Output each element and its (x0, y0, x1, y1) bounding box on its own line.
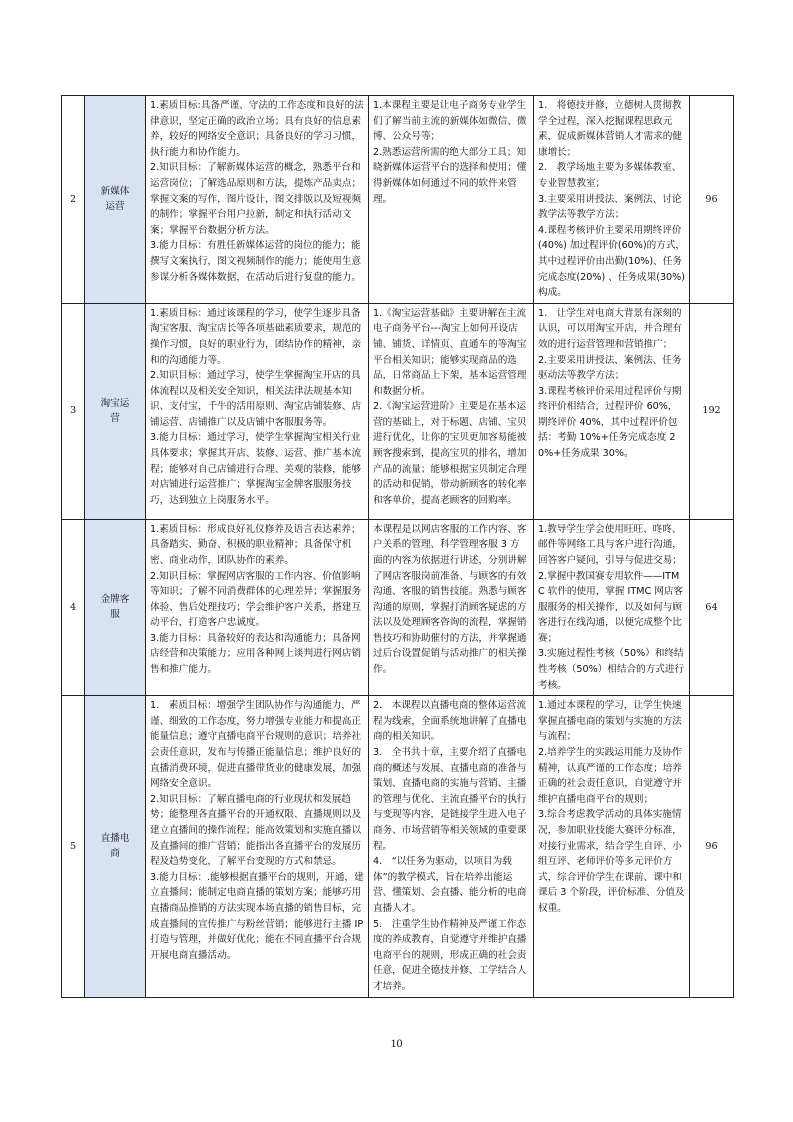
course-number: 5 (62, 696, 85, 997)
course-content (369, 696, 534, 997)
course-name: 淘宝运营 (85, 303, 146, 519)
course-goals-paragraph: 3.能力目标：有胜任新媒体运营的岗位的能力；能撰写文案执行，图文视频制作的能力；能使用生意参谋分析各媒体数据，在活动后进行复盘的能力。 (150, 240, 362, 283)
course-goals-paragraph: 1. 素质目标：增强学生团队协作与沟通能力，严谨、细致的工作态度，努力增强专业能力和提高正能量信息；遵守直播电商平台规则的意识；培养社会责任意识，发布与传播正能量信息；维护良好的直播消费环境，促进直播带货业的健康发展，加强网络安全意识。 (150, 700, 362, 790)
course-goals-paragraph: 3.能力目标：.能够根据直播平台的规则，开通，建立直播间；能制定电商直播的策划方案；能够巧用直播商品推销的方法实现本场直播的销售目标，完成直播间的宣传推广与粉丝营销；能够进行主播 IP 打造与管理，并做好优化；能在不同直播平台合规开展电商直播活动。 (150, 871, 364, 961)
course-row (62, 96, 734, 304)
teaching-requirements-paragraph: 4.课程考核评价主要采用期终评价(40%) 加过程评价(60%)的方式，其中过程评价由出勤(10%)、任务完成态度(20%) 、任务成果(30%)构成。 (538, 224, 686, 299)
course-content-paragraph: 2.熟悉运营所需的绝大部分工具；知晓新媒体运营平台的选择和使用；懂得新媒体如何通过不同的软件来管理。 (373, 146, 527, 205)
course-name: 直播电商 (85, 696, 146, 997)
course-content (369, 303, 534, 519)
teaching-requirements-paragraph: 1. 将德技并修，立德树人贯彻教学全过程，深入挖掘课程思政元素，促成新媒体营销人才需求的健康增长； (538, 100, 682, 158)
course-goals-paragraph: 3.能力目标：通过学习，使学生掌握淘宝相关行业具体要求；掌握其开店、装修、运营、推广基本流程；能够对自己店铺进行合理、美观的装修，能够对店铺进行运营推广；掌握淘宝金牌客服服务技巧，达到独立上岗服务水平。 (150, 432, 362, 506)
course-name: 新媒体运营 (85, 96, 146, 304)
course-hours: 96 (690, 696, 734, 997)
teaching-requirements (534, 696, 690, 997)
course-goals-paragraph: 2.知识目标：通过学习，使学生掌握淘宝开店的具体流程以及相关安全知识，相关法律法规基本知识、支付宝，千牛的活用原则、淘宝店铺装修、店铺运营、店铺推广以及店铺中客服服务等。 (150, 370, 362, 428)
course-content-paragraph: 本课程是以网店客服的工作内容、客户关系的管理、科学管理客服 3 方面的内容为依据进行讲述，分别讲解了网店客服岗前准备、与顾客的有效沟通、客服的销售技能。熟悉与顾客沟通的原则，掌握打消顾客疑虑的方法以及处理顾客咨询的流程，掌握销售技巧和协助催付的方法，并掌握通过后台设置促销与活动推广的相关操作。 (373, 523, 527, 676)
course-goals (146, 519, 369, 696)
course-hours: 64 (690, 519, 734, 696)
course-row (62, 519, 734, 696)
teaching-requirements-paragraph: 2.培养学生的实践运用能力及协作精神，认真严谨的工作态度；培养正确的社会责任意识，自觉遵守并维护直播电商平台的规则； (538, 747, 682, 805)
teaching-requirements (534, 96, 690, 304)
teaching-requirements-paragraph: 3.实施过程性考核（50%）和终结性考核（50%）相结合的方式进行考核。 (538, 648, 685, 691)
course-content-paragraph: 2.《淘宝运营进阶》主要是在基本运营的基础上，对于标题、店铺、宝贝进行优化，让你的宝贝更加容易能被顾客搜索到，提高宝贝的排名，增加产品的流量；能够根据宝贝制定合理的活动和促销，带动新顾客的转化率和客单价，提高老顾客的回购率。 (373, 401, 527, 506)
teaching-requirements-paragraph: 1. 让学生对电商大背景有深刻的认识，可以用淘宝开店，并合理有效的进行运营管理和营销推广； (538, 307, 682, 350)
course-goals-paragraph: 2.知识目标：了解新媒体运营的概念，熟悉平台和运营岗位；了解选品原则和方法，提炼产品卖点；掌握文案的写作，图片设计，图文排版以及短视频的制作；掌握平台用户拉新，制定和执行活动文案；掌握平台数据分析方法。 (150, 162, 362, 236)
course-goals-paragraph: 2.知识目标：了解直播电商的行业现状和发展趋势；能整理各直播平台的开通权限、直播规则以及建立直播间的操作流程；能高效策划和实施直播以及直播间的推广营销；能指出各直播平台的发展历程及趋势变化，了解平台变现的方式和禁忌。 (150, 793, 362, 868)
course-content-paragraph: 2. 本课程以直播电商的整体运营流程为线索，全面系统地讲解了直播电商的相关知识。 (373, 700, 527, 743)
teaching-requirements-paragraph: 3.综合考虑教学活动的具体实施情况，参加职业技能大赛评分标准，对接行业需求，结合学生自评、小组互评、老师评价等多元评价方式，综合评价学生在课前、课中和课后 3 个阶段，评价标准、分值及权重。 (538, 809, 685, 914)
course-content-paragraph: 5. 注重学生协作精神及严谨工作态度的养成教育，自觉遵守并维护直播电商平台的规则，形成正确的社会责任意，促进全德技并修、工学结合人才培养。 (373, 918, 527, 992)
course-goals-paragraph: 1.素质目标：通过该课程的学习，使学生逐步具备淘宝客服、淘宝店长等各项基础素质要求，规范的操作习惯，良好的职业行为，团结协作的精神，亲和的沟通能力等。 (150, 307, 362, 366)
course-goals (146, 303, 369, 519)
course-hours: 96 (690, 96, 734, 304)
course-content (369, 96, 534, 304)
course-content-paragraph: 1.本课程主要是让电子商务专业学生们了解当前主流的新媒体如微信、微博、公众号等； (373, 100, 527, 143)
course-content-paragraph: 3. 全书共十章，主要介绍了直播电商的概述与发展、直播电商的准备与策划、直播电商的实施与营销、主播的管理与优化、主流直播平台的执行与变现等内容，是链接学生进入电子商务、市场营销等相关领域的重要课程。 (373, 747, 527, 852)
course-hours: 192 (690, 303, 734, 519)
course-goals-paragraph: 1.素质目标：形成良好礼仪修养及语言表达素养；具备踏实、勤奋、积极的职业精神；具备保守机密、商业动作，团队协作的素养。 (150, 523, 361, 566)
course-name: 金牌客服 (85, 519, 146, 696)
course-content-paragraph: 1.《淘宝运营基础》主要讲解在主流电子商务平台---淘宝上如何开设店铺、铺货、详情页、直通车的等淘宝平台相关知识；能够实现商品的选品，日常商品上下架，基本运营管理和数据分析。 (373, 307, 527, 397)
course-number: 3 (62, 303, 85, 519)
teaching-requirements (534, 303, 690, 519)
teaching-requirements (534, 519, 690, 696)
course-goals-paragraph: 2.知识目标：掌握网店客服的工作内容、价值影响等知识；了解不同消费群体的心理差异；掌握服务体验、售后处理技巧；学会维护客户关系，搭建互动平台，打造客户忠诚度。 (150, 570, 362, 629)
teaching-requirements-paragraph: 3.课程考核评价采用过程评价与期终评价相结合，过程评价 60%，期终评价 40%，其中过程评价包括：考勤 10%+任务完成态度 20%+任务成果 30%。 (538, 385, 682, 460)
course-row (62, 303, 734, 519)
page-number: 10 (390, 1036, 403, 1050)
teaching-requirements-paragraph: 2. 教学场地主要为多媒体教室、专业智慧教室； (538, 162, 682, 189)
course-table (61, 95, 734, 998)
teaching-requirements-paragraph: 2.主要采用讲授法、案例法、任务驱动法等教学方法； (538, 354, 682, 382)
teaching-requirements-paragraph: 1.教导学生学会使用旺旺、咚咚、邮件等网络工具与客户进行沟通，回答客户疑问，引导与促进交易； (538, 523, 682, 566)
course-goals (146, 696, 369, 997)
course-goals-paragraph: 1.素质目标:具备严谨、守法的工作态度和良好的法律意识，坚定正确的政治立场；具有良好的信息素养，较好的网络安全意识；具备良好的学习习惯，执行能力和协作能力。 (150, 100, 364, 158)
teaching-requirements-paragraph: 2.掌握中教国赛专用软件——ITMC 软件的使用，掌握 ITMC 网店客服服务的相关操作，以及如何与顾客进行在线沟通，以便完成整个比赛； (538, 570, 684, 644)
course-number: 4 (62, 519, 85, 696)
teaching-requirements-paragraph: 1.通过本课程的学习，让学生快速掌握直播电商的策划与实施的方法与流程； (538, 700, 682, 743)
course-goals (146, 96, 369, 304)
course-content (369, 519, 534, 696)
course-goals-paragraph: 3.能力目标：具备较好的表达和沟通能力；具备网店经营和决策能力；应用各种网上谈判进行网店销售和推广能力。 (150, 632, 362, 676)
course-row (62, 696, 734, 997)
course-table-body (62, 96, 734, 998)
teaching-requirements-paragraph: 3.主要采用讲授法、案例法、讨论教学法等教学方法； (538, 193, 682, 221)
course-number: 2 (62, 96, 85, 304)
course-content-paragraph: 4. “以任务为驱动，以项目为载体”的教学模式，旨在培养出能运营、懂策划、会直播、能分析的电商直播人才。 (373, 856, 527, 914)
